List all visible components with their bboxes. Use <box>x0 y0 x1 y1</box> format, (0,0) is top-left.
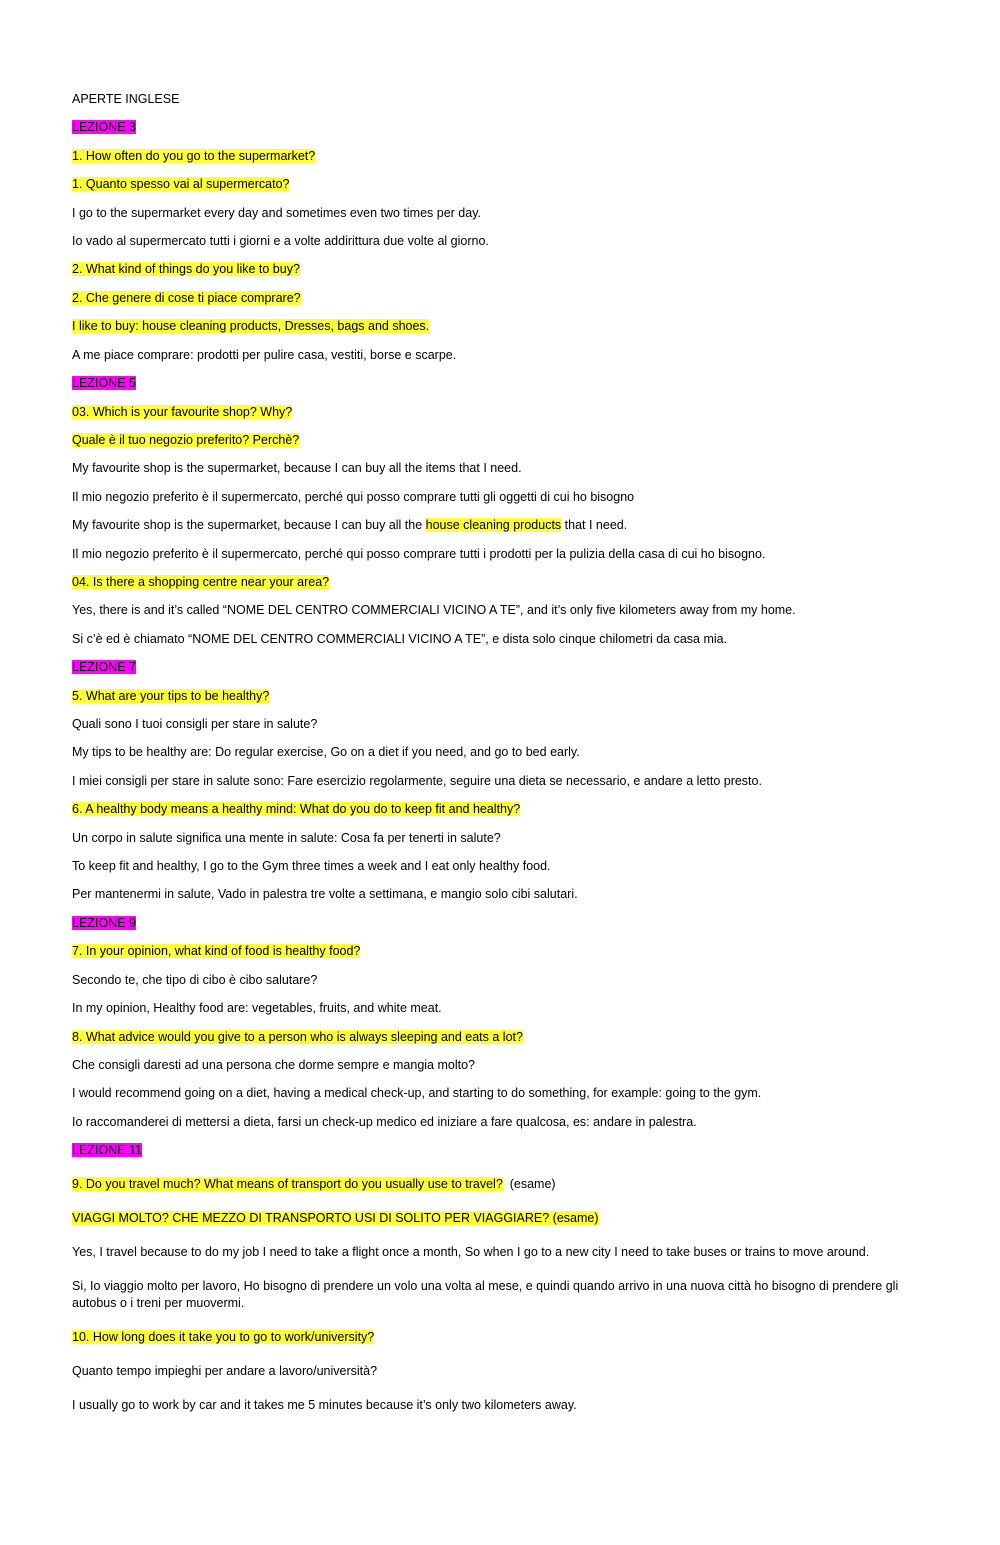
question-italian: Un corpo in salute significa una mente in salute: Cosa fa per tenerti in salute? <box>72 831 501 845</box>
answer-italian: Il mio negozio preferito è il supermercato, perché qui posso comprare tutti gli oggetti di cui ho bisogno <box>72 490 635 504</box>
question-english: 10. How long does it take you to go to work/university? <box>72 1330 375 1344</box>
question-english: 8. What advice would you give to a person who is always sleeping and eats a lot? <box>72 1030 523 1044</box>
question-italian: Quali sono I tuoi consigli per stare in salute? <box>72 717 318 731</box>
answer-italian: Il mio negozio preferito è il supermercato, perché qui posso comprare tutti i prodotti per la pulizia della casa di cui ho bisogno. <box>72 547 766 561</box>
question-english: 7. In your opinion, what kind of food is healthy food? <box>72 944 361 958</box>
answer-italian: Si c’è ed è chiamato “NOME DEL CENTRO COMMERCIALI VICINO A TE”, e dista solo cinque chilometri da casa mia. <box>72 632 728 646</box>
answer-english: My favourite shop is the supermarket, because I can buy all the house cleaning products that I need. <box>72 518 628 532</box>
answer-english: To keep fit and healthy, I go to the Gym three times a week and I eat only healthy food. <box>72 859 551 873</box>
question-italian: VIAGGI MOLTO? CHE MEZZO DI TRANSPORTO USI DI SOLITO PER VIAGGIARE? (esame) <box>72 1211 599 1225</box>
question-italian: Che consigli daresti ad una persona che dorme sempre e mangia molto? <box>72 1058 476 1072</box>
answer-italian: Io raccomanderei di mettersi a dieta, farsi un check-up medico ed iniziare a fare qualcosa, es: andare in palestra. <box>72 1115 697 1129</box>
answer-english: Yes, I travel because to do my job I need to take a flight once a month, So when I go to a new city I need to take buses or trains to move around. <box>72 1245 870 1259</box>
question-italian: Quanto tempo impieghi per andare a lavoro/università? <box>72 1364 378 1378</box>
answer-italian: A me piace comprare: prodotti per pulire casa, vestiti, borse e scarpe. <box>72 348 457 362</box>
question-english: 5. What are your tips to be healthy? <box>72 689 270 703</box>
answer-english: I usually go to work by car and it takes me 5 minutes because it’s only two kilometers away. <box>72 1398 577 1412</box>
answer-italian: Io vado al supermercato tutti i giorni e a volte addirittura due volte al giorno. <box>72 234 489 248</box>
highlighted-phrase: house cleaning products <box>425 518 562 532</box>
lesson-heading: LEZIONE 5 <box>72 376 136 390</box>
question-english: 9. Do you travel much? What means of transport do you usually use to travel? (esame) <box>72 1177 556 1191</box>
answer-english: Yes, there is and it’s called “NOME DEL CENTRO COMMERCIALI VICINO A TE”, and it’s only five kilometers away from my home. <box>72 603 796 617</box>
lesson-heading: LEZIONE 3 <box>72 120 136 134</box>
answer-italian: I miei consigli per stare in salute sono: Fare esercizio regolarmente, seguire una dieta se necessario, e andare a letto presto. <box>72 774 762 788</box>
answer-english: I like to buy: house cleaning products, Dresses, bags and shoes. <box>72 319 430 333</box>
answer-italian: Per mantenermi in salute, Vado in palestra tre volte a settimana, e mangio solo cibi salutari. <box>72 887 578 901</box>
document-title: APERTE INGLESE <box>72 92 180 106</box>
question-english: 1. How often do you go to the supermarket? <box>72 149 316 163</box>
lesson-heading: LEZIONE 9 <box>72 916 136 930</box>
question-italian: 2. Che genere di cose ti piace comprare? <box>72 291 301 305</box>
answer-english: My favourite shop is the supermarket, because I can buy all the items that I need. <box>72 461 522 475</box>
question-english: 2. What kind of things do you like to buy? <box>72 262 300 276</box>
question-english: 04. Is there a shopping centre near your area? <box>72 575 330 589</box>
question-italian: Quale è il tuo negozio preferito? Perchè? <box>72 433 300 447</box>
question-italian: 1. Quanto spesso vai al supermercato? <box>72 177 290 191</box>
question-english: 03. Which is your favourite shop? Why? <box>72 405 293 419</box>
answer-english: In my opinion, Healthy food are: vegetables, fruits, and white meat. <box>72 1001 442 1015</box>
question-english: 6. A healthy body means a healthy mind: What do you do to keep fit and healthy? <box>72 802 521 816</box>
answer-italian: Si, Io viaggio molto per lavoro, Ho bisogno di prendere un volo una volta al mese, e quindi quando arrivo in una nuova città ho bisogno di prendere gli autobus o i treni per muovermi. <box>72 1279 899 1310</box>
answer-english: I would recommend going on a diet, having a medical check-up, and starting to do something, for example: going to the gym. <box>72 1086 762 1100</box>
lesson-heading: LEZIONE 7 <box>72 660 136 674</box>
lesson-heading: LEZIONE 11 <box>72 1143 142 1157</box>
answer-english: My tips to be healthy are: Do regular exercise, Go on a diet if you need, and go to bed early. <box>72 745 580 759</box>
question-italian: Secondo te, che tipo di cibo è cibo salutare? <box>72 973 318 987</box>
answer-english: I go to the supermarket every day and sometimes even two times per day. <box>72 206 481 220</box>
exam-note: (esame) <box>502 1177 556 1191</box>
